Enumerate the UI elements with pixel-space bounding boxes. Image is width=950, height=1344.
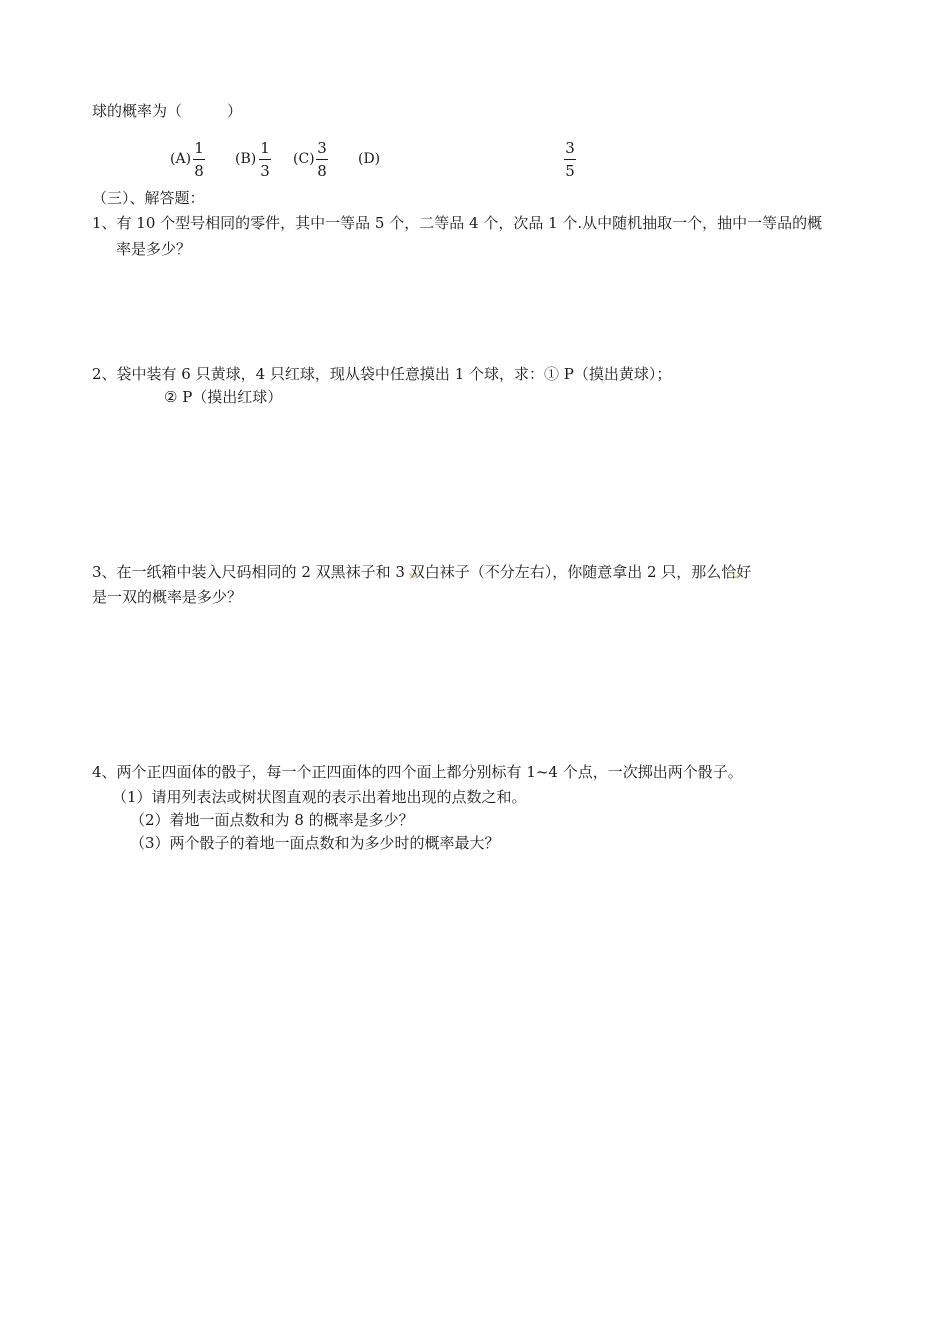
fraction-bar xyxy=(193,159,205,160)
option-a-numerator: 1 xyxy=(194,139,204,157)
option-b-fraction xyxy=(259,140,271,180)
question-2-line-2: ② P（摸出红球） xyxy=(164,388,283,406)
question-4-line-1: 4、两个正四面体的骰子，每一个正四面体的四个面上都分别标有 1~4 个点，一次掷出两个骰子。 xyxy=(92,763,743,781)
question-2-line-1: 2、袋中装有 6 只黄球，4 只红球，现从袋中任意摸出 1 个球，求：① P（摸出黄球）； xyxy=(92,365,672,383)
question-3-line-2: 是一双的概率是多少？ xyxy=(92,588,243,606)
section-heading: （三）、解答题： xyxy=(92,189,205,207)
option-b-denominator: 3 xyxy=(260,162,270,180)
option-d-label: (D) xyxy=(358,151,381,167)
question-3-line-1: 3、在一纸箱中装入尺码相同的 2 双黑袜子和 3 双白袜子（不分左右），你随意拿出 2 只，那么恰好 xyxy=(92,563,752,581)
option-c-denominator: 8 xyxy=(317,162,327,180)
fraction-bar xyxy=(316,159,328,160)
fraction-bar xyxy=(259,159,271,160)
option-a-fraction xyxy=(193,140,205,180)
option-d-fraction xyxy=(564,140,576,180)
option-b-label: (B) xyxy=(235,151,257,167)
option-c-label: (C) xyxy=(293,151,315,167)
question-1-line-2: 率是多少？ xyxy=(116,240,192,258)
question-4-sub-1: （1）请用列表法或树状图直观的表示出着地出现的点数之和。 xyxy=(112,788,527,806)
option-b-numerator: 1 xyxy=(260,139,270,157)
fraction-bar xyxy=(564,159,576,160)
option-d-denominator: 5 xyxy=(565,162,575,180)
question-4-sub-3: （3）两个骰子的着地一面点数和为多少时的概率最大？ xyxy=(130,834,500,852)
option-a-denominator: 8 xyxy=(194,162,204,180)
question-1-line-1: 1、有 10 个型号相同的零件，其中一等品 5 个，二等品 4 个，次品 1 个.从中随机抽取一个，抽中一等品的概 xyxy=(92,214,823,232)
option-c-fraction xyxy=(316,140,328,180)
option-a-label: (A) xyxy=(170,151,192,167)
option-c-numerator: 3 xyxy=(317,139,327,157)
intro-line: 球的概率为（ ） xyxy=(92,102,243,120)
option-d-numerator: 3 xyxy=(565,139,575,157)
question-4-sub-2: （2）着地一面点数和为 8 的概率是多少？ xyxy=(130,811,414,829)
